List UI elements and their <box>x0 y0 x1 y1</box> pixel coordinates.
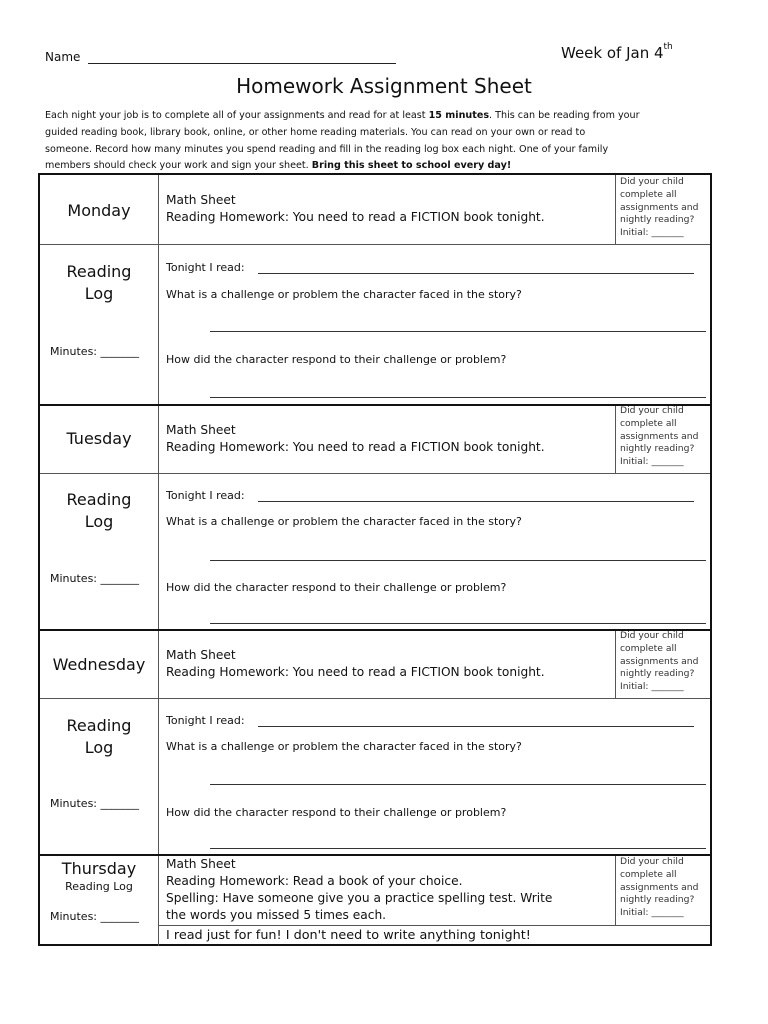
name-field-line[interactable] <box>88 63 396 64</box>
tonight-i-read-label: Tonight I read: <box>166 489 245 502</box>
answer-challenge-input[interactable] <box>210 331 706 332</box>
answer-response-input[interactable] <box>210 397 706 398</box>
parent-check-wednesday[interactable]: Did your child complete all assignments and nightly reading? Initial: _______ <box>620 630 699 693</box>
day-wednesday: Wednesday <box>52 655 146 674</box>
assignment-table <box>38 173 712 946</box>
tonight-i-read-label: Tonight I read: <box>166 261 245 274</box>
reading-log-label: Reading Log <box>66 262 132 303</box>
column-divider <box>158 175 159 946</box>
question-challenge: What is a challenge or problem the character faced in the story? <box>166 515 522 528</box>
day-monday: Monday <box>67 201 131 220</box>
reading-log-label: Reading Log <box>65 880 133 893</box>
tonight-i-read-label: Tonight I read: <box>166 714 245 727</box>
question-response: How did the character respond to their challenge or problem? <box>166 353 507 366</box>
page-title: Homework Assignment Sheet <box>236 74 532 98</box>
homework-tuesday: Math Sheet Reading Homework: You need to read a FICTION book tonight. <box>166 423 545 454</box>
check-divider <box>615 630 616 698</box>
question-challenge: What is a challenge or problem the character faced in the story? <box>166 740 522 753</box>
parent-check-tuesday[interactable]: Did your child complete all assignments and nightly reading? Initial: _______ <box>620 405 699 468</box>
minutes-field[interactable]: Minutes: _______ <box>50 345 140 358</box>
answer-challenge-input[interactable] <box>210 560 706 561</box>
question-response: How did the character respond to their challenge or problem? <box>166 581 507 594</box>
name-label: Name <box>45 50 81 64</box>
check-divider <box>615 175 616 244</box>
minutes-field[interactable]: Minutes: _______ <box>50 910 140 923</box>
check-divider <box>615 405 616 473</box>
tonight-i-read-input[interactable] <box>258 726 694 727</box>
homework-wednesday: Math Sheet Reading Homework: You need to read a FICTION book tonight. <box>166 648 545 679</box>
parent-check-monday[interactable]: Did your child complete all assignments and nightly reading? Initial: _______ <box>620 176 699 239</box>
minutes-field[interactable]: Minutes: _______ <box>50 797 140 810</box>
day-tuesday: Tuesday <box>66 429 132 448</box>
question-challenge: What is a challenge or problem the character faced in the story? <box>166 288 522 301</box>
answer-response-input[interactable] <box>210 623 706 624</box>
parent-check-thursday[interactable]: Did your child complete all assignments and nightly reading? Initial: _______ <box>620 856 699 919</box>
day-thursday: Thursday <box>61 859 137 878</box>
reading-log-label: Reading Log <box>66 716 132 757</box>
tonight-i-read-input[interactable] <box>258 273 694 274</box>
homework-thursday: Math Sheet Reading Homework: Read a book of your choice. Spelling: Have someone give you a practice spelling test. Write the words you missed 5 times each. <box>166 857 553 922</box>
answer-challenge-input[interactable] <box>210 784 706 785</box>
question-response: How did the character respond to their challenge or problem? <box>166 806 507 819</box>
tonight-i-read-input[interactable] <box>258 501 694 502</box>
fun-reading-note: I read just for fun! I don't need to write anything tonight! <box>166 928 531 943</box>
reading-log-label: Reading Log <box>66 490 132 531</box>
homework-monday: Math Sheet Reading Homework: You need to read a FICTION book tonight. <box>166 193 545 224</box>
week-label: Week of Jan 4th <box>561 42 673 62</box>
answer-response-input[interactable] <box>210 848 706 849</box>
instructions: Each night your job is to complete all of your assignments and read for at least 15 minutes. This can be reading from your guided reading book, library book, online, or other home reading materials. You can read on your own or read to someone. Record how many minutes you spend reading and fill in the reading log box each night. One of your family members should check your work and sign your sheet. Bring this sheet to school every day! <box>45 110 640 172</box>
check-divider <box>615 855 616 925</box>
minutes-field[interactable]: Minutes: _______ <box>50 572 140 585</box>
